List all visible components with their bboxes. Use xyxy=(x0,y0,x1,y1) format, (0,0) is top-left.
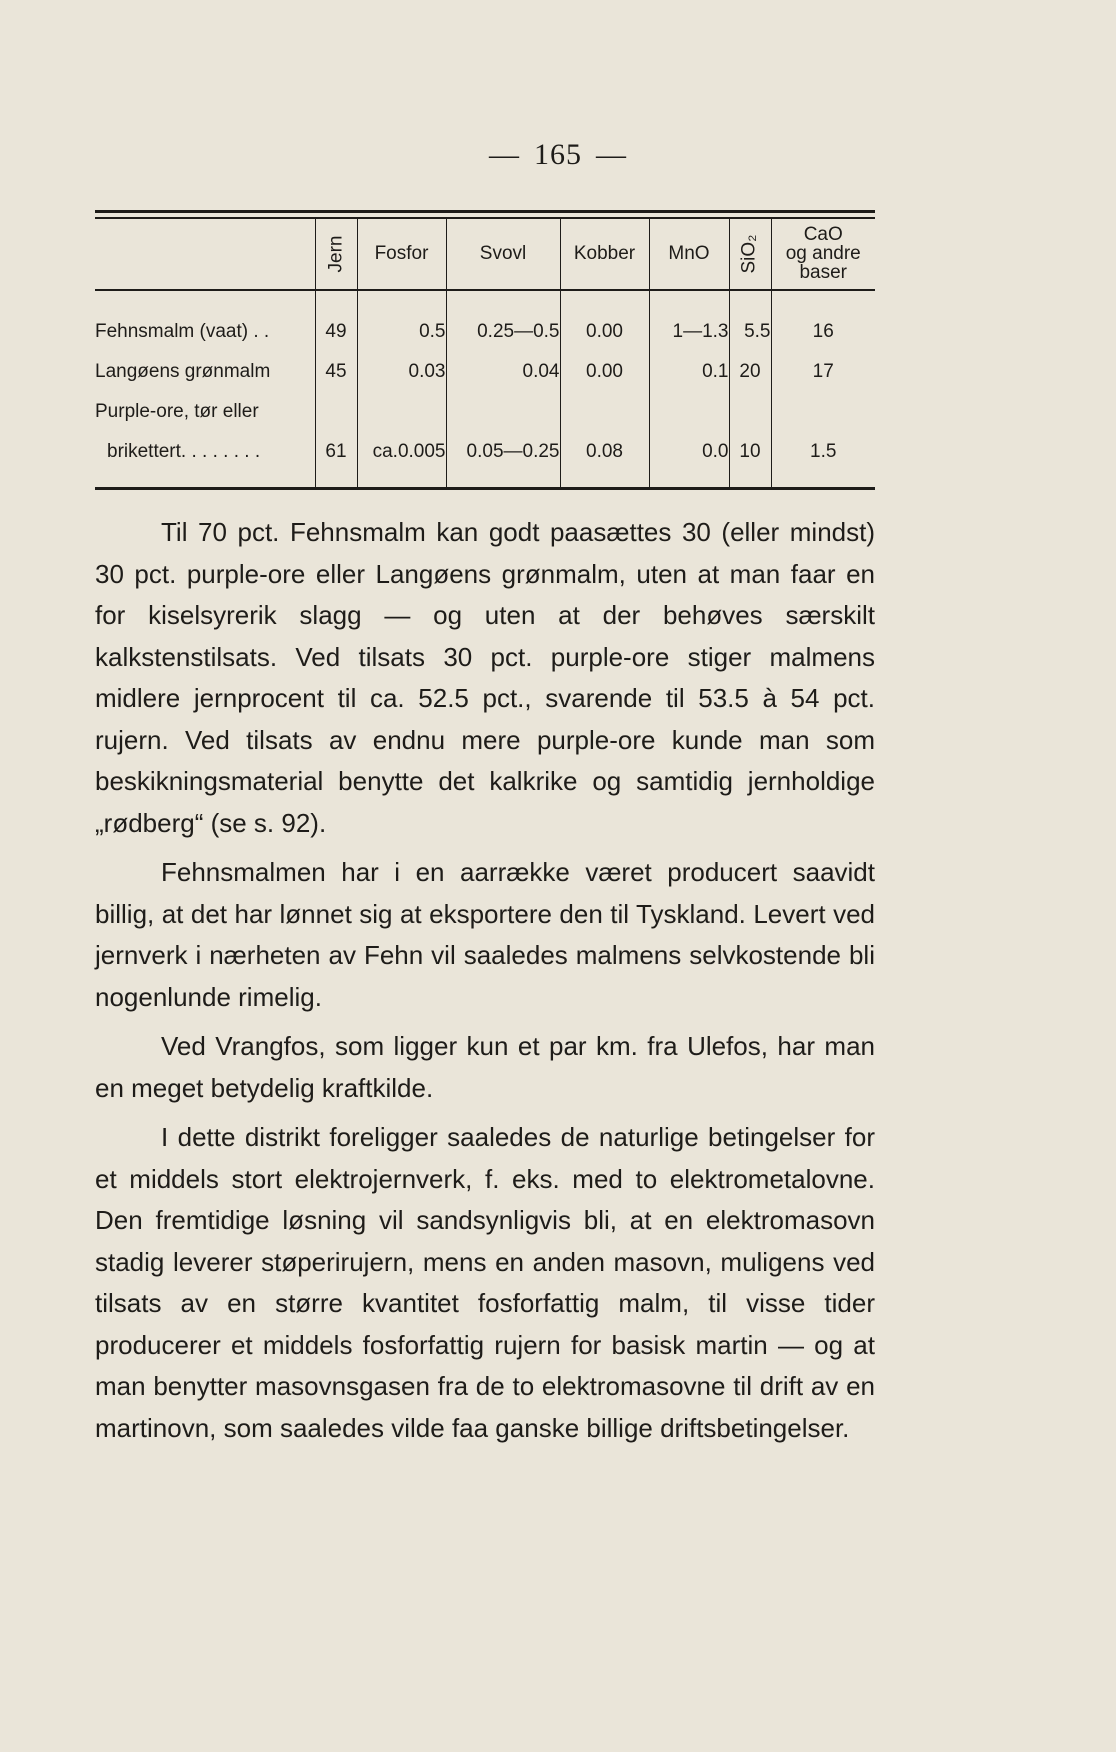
header-jern-label: Jern xyxy=(325,235,346,272)
cell-svovl: 0.05—0.25 xyxy=(446,427,560,487)
cell-mno xyxy=(649,387,729,427)
cell-sio2 xyxy=(729,387,771,427)
header-sio2-label: SiO₂ xyxy=(739,233,760,274)
header-cao xyxy=(771,219,875,290)
cell-name: Purple-ore, tør eller xyxy=(95,400,259,422)
cell-jern xyxy=(315,387,357,427)
header-fosfor: Fosfor xyxy=(357,219,446,290)
paragraph-4: I dette distrikt foreligger saaledes de naturlige betingelser for et middels stort elektrojernverk, f. eks. med to elektrometalovne. Den fremtidige løsning vil sandsynligvis bli, at en elektromasovn stadig leverer støperirujern, mens en anden masovn, muligens ved tilsats av en større kvantitet fosforfattig malm, til visse tider producerer et middels fosforfattig rujern for basisk martin — og at man benytter masovnsgasen fra de to elektromasovne til drift av en martinovn, som saaledes vilde faa ganske billige driftsbetingelser. xyxy=(95,1122,875,1443)
page-number-line xyxy=(0,138,1116,172)
cell-jern: 45 xyxy=(315,347,357,387)
cell-fosfor: ca.0.005 xyxy=(357,427,446,487)
cell-svovl: 0.25—0.5 xyxy=(446,290,560,347)
table-row xyxy=(95,290,875,347)
cell-mno: 0.1 xyxy=(649,347,729,387)
header-svovl: Svovl xyxy=(446,219,560,290)
cell-name: Fehnsmalm (vaat) . . xyxy=(95,320,270,342)
header-kobber: Kobber xyxy=(560,219,649,290)
cell-jern: 61 xyxy=(315,427,357,487)
header-name xyxy=(95,219,315,290)
page-number: 165 xyxy=(534,138,582,171)
cell-mno: 0.0 xyxy=(649,427,729,487)
cell-kobber xyxy=(560,387,649,427)
dash-right: — xyxy=(596,138,627,171)
body-text xyxy=(95,512,875,1457)
dash-left: — xyxy=(489,138,520,171)
table-row xyxy=(95,427,875,487)
cell-fosfor xyxy=(357,387,446,427)
cell-sio2: 10 xyxy=(729,427,771,487)
data-table xyxy=(95,219,875,487)
table-row xyxy=(95,347,875,387)
cell-jern: 49 xyxy=(315,290,357,347)
table-row xyxy=(95,387,875,427)
cell-svovl: 0.04 xyxy=(446,347,560,387)
cell-mno: 1—1.3 xyxy=(649,290,729,347)
cell-kobber: 0.00 xyxy=(560,290,649,347)
paragraph-1: Til 70 pct. Fehnsmalm kan godt paasættes 30 (eller mindst) 30 pct. purple-ore eller Langøens grønmalm, uten at man faar en for kiselsyrerik slagg — og uten at der behøves særskilt kalkstenstilsats. Ved tilsats 30 pct. purple-ore stiger malmens midlere jernprocent til ca. 52.5 pct., svarende til 53.5 à 54 pct. rujern. Ved tilsats av endnu mere purple-ore kunde man som beskikningsmaterial benytte det kalkrike og samtidig jernholdige „rødberg“ (se s. 92). xyxy=(95,517,875,838)
cell-name: brikettert. . . . . . . . xyxy=(107,440,261,462)
cell-name: Langøens grønmalm xyxy=(95,360,271,382)
cell-svovl xyxy=(446,387,560,427)
paragraph-2: Fehnsmalmen har i en aarrække været producert saavidt billig, at det har lønnet sig at eksportere den til Tyskland. Levert ved jernverk i nærheten av Fehn vil saaledes malmens selvkostende bli nogenlunde rimelig. xyxy=(95,857,875,1012)
header-cao-block xyxy=(772,225,876,282)
cell-cao xyxy=(771,387,875,427)
header-mno: MnO xyxy=(649,219,729,290)
cell-kobber: 0.08 xyxy=(560,427,649,487)
table-bottom-rule xyxy=(95,487,875,490)
cell-kobber: 0.00 xyxy=(560,347,649,387)
cell-sio2: 5.5 xyxy=(729,290,771,347)
header-cao-line1: CaO xyxy=(803,224,843,245)
table-header-row xyxy=(95,219,875,290)
composition-table xyxy=(95,210,875,490)
cell-cao: 17 xyxy=(771,347,875,387)
cell-fosfor: 0.03 xyxy=(357,347,446,387)
paragraph-3: Ved Vrangfos, som ligger kun et par km. fra Ulefos, har man en meget betydelig kraftkilde. xyxy=(95,1031,875,1103)
header-cao-line3: baser xyxy=(799,262,848,283)
header-jern xyxy=(315,219,357,290)
cell-fosfor: 0.5 xyxy=(357,290,446,347)
header-sio2 xyxy=(729,219,771,290)
cell-cao: 1.5 xyxy=(771,427,875,487)
header-cao-line2: og andre xyxy=(785,243,861,264)
cell-sio2: 20 xyxy=(729,347,771,387)
cell-cao: 16 xyxy=(771,290,875,347)
